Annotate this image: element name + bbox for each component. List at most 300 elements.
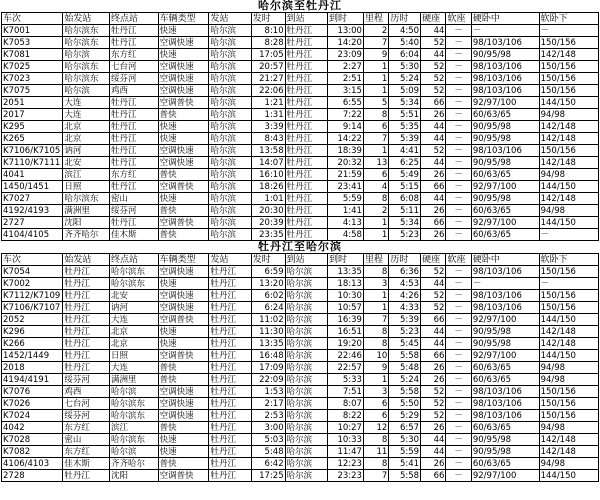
column-header-soft-seat: 软座 xyxy=(446,13,471,25)
table-row xyxy=(2,157,599,169)
cell-duration: 5:58 xyxy=(389,470,421,482)
cell-hard-sleeper-mid: － xyxy=(471,278,539,290)
table-row xyxy=(2,49,599,61)
column-header-soft-sleeper-lower: 软卧下 xyxy=(539,254,598,266)
cell-arrive-time: 5:33 xyxy=(327,374,363,386)
cell-origin: 密山 xyxy=(63,434,110,446)
section-title: 哈尔滨至牡丹江 xyxy=(258,0,342,12)
cell-hard-sleeper-mid: 60/63/65 xyxy=(471,109,539,121)
cell-depart-time: 16:48 xyxy=(251,350,285,362)
column-header-hard-seat: 硬座 xyxy=(421,254,446,266)
cell-hard-sleeper-mid: 92/97/100 xyxy=(471,217,539,229)
cell-soft-seat: － xyxy=(446,314,471,326)
table-row xyxy=(2,37,599,49)
cell-depart-time: 20:57 xyxy=(251,61,285,73)
cell-train-type: 快速 xyxy=(158,133,209,145)
cell-origin: 牡丹江 xyxy=(63,314,110,326)
table-row xyxy=(2,386,599,398)
cell-stops: 1 xyxy=(363,145,388,157)
cell-soft-seat: － xyxy=(446,398,471,410)
table-row xyxy=(2,25,599,37)
cell-hard-sleeper-mid: 92/97/100 xyxy=(471,314,539,326)
cell-train-type: 普快 xyxy=(158,229,209,241)
cell-soft-seat: － xyxy=(446,205,471,217)
cell-origin: 哈尔滨 xyxy=(63,85,110,97)
cell-stops: 3 xyxy=(363,386,388,398)
column-header-train-no: 车次 xyxy=(2,254,63,266)
column-header-soft-seat: 软座 xyxy=(446,254,471,266)
cell-arrive-station: 牡丹江 xyxy=(285,97,327,109)
cell-stops: 2 xyxy=(363,25,388,37)
cell-train-type: 空调快速 xyxy=(158,302,209,314)
cell-arrive-time: 6:55 xyxy=(327,97,363,109)
column-header-train-type: 车辆类型 xyxy=(158,13,209,25)
table-row xyxy=(2,266,599,278)
cell-origin: 大连 xyxy=(63,109,110,121)
cell-depart-time: 20:39 xyxy=(251,217,285,229)
cell-depart-station: 牡丹江 xyxy=(209,470,251,482)
cell-origin: 讷河 xyxy=(63,145,110,157)
cell-duration: 5:30 xyxy=(389,61,421,73)
cell-terminus: 满洲里 xyxy=(109,374,158,386)
cell-depart-time: 3:39 xyxy=(251,121,285,133)
cell-train-type: 空调普快 xyxy=(158,314,209,326)
cell-origin: 满洲里 xyxy=(63,205,110,217)
cell-depart-station: 牡丹江 xyxy=(209,314,251,326)
table-row xyxy=(2,362,599,374)
cell-depart-station: 哈尔滨 xyxy=(209,193,251,205)
cell-depart-time: 22:09 xyxy=(251,374,285,386)
column-header-terminus: 终点站 xyxy=(109,254,158,266)
cell-train-type: 普快 xyxy=(158,362,209,374)
cell-duration: 5:24 xyxy=(389,73,421,85)
cell-train-type: 普快 xyxy=(158,374,209,386)
cell-soft-sleeper-lower: 150/156 xyxy=(539,266,598,278)
cell-arrive-station: 哈尔滨 xyxy=(285,422,327,434)
cell-train-type: 快速 xyxy=(158,278,209,290)
cell-hard-seat: 52 xyxy=(421,302,446,314)
cell-soft-seat: － xyxy=(446,338,471,350)
table-row xyxy=(2,205,599,217)
cell-duration: 5:45 xyxy=(389,338,421,350)
cell-train-type: 空调快速 xyxy=(158,157,209,169)
cell-soft-seat: － xyxy=(446,157,471,169)
cell-arrive-time: 10:27 xyxy=(327,422,363,434)
cell-terminus: 牡丹江 xyxy=(109,217,158,229)
cell-arrive-station: 牡丹江 xyxy=(285,217,327,229)
cell-hard-seat: 52 xyxy=(421,37,446,49)
cell-hard-sleeper-mid: 90/95/98 xyxy=(471,326,539,338)
cell-terminus: 哈尔滨东 xyxy=(109,410,158,422)
cell-arrive-time: 10:30 xyxy=(327,290,363,302)
table-row xyxy=(2,338,599,350)
cell-arrive-time: 14:22 xyxy=(327,133,363,145)
table-row xyxy=(2,446,599,458)
cell-arrive-time: 23:23 xyxy=(327,470,363,482)
cell-hard-sleeper-mid: 90/95/98 xyxy=(471,133,539,145)
cell-hard-seat: 66 xyxy=(421,470,446,482)
column-header-arrive-station: 到站 xyxy=(285,13,327,25)
cell-terminus: 牡丹江 xyxy=(109,121,158,133)
cell-hard-sleeper-mid: 98/103/106 xyxy=(471,73,539,85)
cell-soft-seat: － xyxy=(446,446,471,458)
cell-stops: 7 xyxy=(363,133,388,145)
cell-depart-station: 哈尔滨 xyxy=(209,157,251,169)
cell-arrive-station: 牡丹江 xyxy=(285,61,327,73)
cell-origin: 七台河 xyxy=(63,398,110,410)
cell-train-no: 2051 xyxy=(2,97,63,109)
cell-soft-seat: － xyxy=(446,350,471,362)
cell-origin: 东方红 xyxy=(63,422,110,434)
cell-depart-station: 哈尔滨 xyxy=(209,85,251,97)
table-row xyxy=(2,290,599,302)
cell-origin: 齐齐哈尔 xyxy=(63,229,110,241)
cell-soft-seat: － xyxy=(446,145,471,157)
cell-hard-sleeper-mid: 90/95/98 xyxy=(471,446,539,458)
cell-soft-sleeper-lower: 94/98 xyxy=(539,362,598,374)
cell-duration: 5:11 xyxy=(389,205,421,217)
cell-train-no: K7106/K7105 xyxy=(2,145,63,157)
cell-stops: 1 xyxy=(363,85,388,97)
column-header-depart-station: 发站 xyxy=(209,254,251,266)
cell-train-no: K7081 xyxy=(2,49,63,61)
cell-arrive-time: 8:07 xyxy=(327,398,363,410)
cell-origin: 牡丹江 xyxy=(63,278,110,290)
column-header-soft-sleeper-lower: 软卧下 xyxy=(539,13,598,25)
cell-arrive-time: 10:33 xyxy=(327,434,363,446)
cell-train-no: K7001 xyxy=(2,25,63,37)
table-row xyxy=(2,121,599,133)
cell-stops: 8 xyxy=(363,338,388,350)
cell-duration: 5:39 xyxy=(389,314,421,326)
cell-depart-time: 13:58 xyxy=(251,145,285,157)
timetable-table xyxy=(1,253,599,482)
cell-train-type: 空调快速 xyxy=(158,37,209,49)
cell-hard-sleeper-mid: 98/103/106 xyxy=(471,398,539,410)
cell-duration: 5:50 xyxy=(389,398,421,410)
cell-origin: 沈阳 xyxy=(63,217,110,229)
cell-train-no: 4192/4193 xyxy=(2,205,63,217)
cell-soft-sleeper-lower: 150/156 xyxy=(539,302,598,314)
cell-terminus: 东方红 xyxy=(109,49,158,61)
cell-stops: 1 xyxy=(363,217,388,229)
cell-hard-seat: 52 xyxy=(421,73,446,85)
cell-terminus: 牡丹江 xyxy=(109,133,158,145)
cell-hard-seat: 66 xyxy=(421,217,446,229)
cell-soft-seat: － xyxy=(446,470,471,482)
cell-arrive-time: 16:39 xyxy=(327,314,363,326)
table-row xyxy=(2,422,599,434)
column-header-train-no: 车次 xyxy=(2,13,63,25)
cell-duration: 5:39 xyxy=(389,133,421,145)
cell-stops: 8 xyxy=(363,266,388,278)
cell-duration: 4:33 xyxy=(389,302,421,314)
cell-soft-sleeper-lower: 94/98 xyxy=(539,109,598,121)
cell-hard-sleeper-mid: 98/103/106 xyxy=(471,302,539,314)
cell-arrive-station: 牡丹江 xyxy=(285,205,327,217)
cell-stops: 1 xyxy=(363,302,388,314)
cell-train-type: 快速 xyxy=(158,326,209,338)
cell-hard-seat: 44 xyxy=(421,133,446,145)
cell-arrive-station: 牡丹江 xyxy=(285,193,327,205)
cell-origin: 牡丹江 xyxy=(63,266,110,278)
cell-terminus: 北安 xyxy=(109,290,158,302)
cell-train-no: 2727 xyxy=(2,217,63,229)
cell-hard-sleeper-mid: 60/63/65 xyxy=(471,422,539,434)
cell-soft-sleeper-lower: 142/148 xyxy=(539,434,598,446)
cell-terminus: 哈尔滨东 xyxy=(109,278,158,290)
cell-arrive-time: 20:32 xyxy=(327,157,363,169)
cell-terminus: 鸡西 xyxy=(109,85,158,97)
column-header-arrive-time: 到时 xyxy=(327,254,363,266)
cell-arrive-time: 7:51 xyxy=(327,386,363,398)
cell-train-type: 普快 xyxy=(158,458,209,470)
cell-soft-sleeper-lower: 142/148 xyxy=(539,193,598,205)
cell-arrive-station: 牡丹江 xyxy=(285,181,327,193)
cell-train-type: 快速 xyxy=(158,338,209,350)
cell-hard-seat: 44 xyxy=(421,446,446,458)
cell-stops: 7 xyxy=(363,314,388,326)
cell-origin: 滨江 xyxy=(63,169,110,181)
table-row xyxy=(2,169,599,181)
cell-soft-sleeper-lower: 142/148 xyxy=(539,157,598,169)
cell-hard-seat: 52 xyxy=(421,266,446,278)
cell-train-type: 空调快速 xyxy=(158,386,209,398)
cell-duration: 5:09 xyxy=(389,85,421,97)
cell-depart-station: 牡丹江 xyxy=(209,398,251,410)
cell-arrive-time: 2:51 xyxy=(327,73,363,85)
cell-arrive-time: 7:22 xyxy=(327,109,363,121)
cell-stops: 8 xyxy=(363,193,388,205)
cell-soft-seat: － xyxy=(446,37,471,49)
cell-depart-time: 13:35 xyxy=(251,338,285,350)
cell-hard-seat: 44 xyxy=(421,49,446,61)
cell-train-no: K7075 xyxy=(2,85,63,97)
cell-depart-time: 13:20 xyxy=(251,278,285,290)
cell-origin: 北京 xyxy=(63,121,110,133)
column-header-terminus: 终点站 xyxy=(109,13,158,25)
cell-stops: 12 xyxy=(363,422,388,434)
cell-train-no: K7110/K7111 xyxy=(2,157,63,169)
cell-stops: 5 xyxy=(363,97,388,109)
cell-hard-sleeper-mid: 98/103/106 xyxy=(471,37,539,49)
cell-soft-seat: － xyxy=(446,422,471,434)
cell-depart-station: 牡丹江 xyxy=(209,374,251,386)
cell-soft-seat: － xyxy=(446,326,471,338)
cell-hard-sleeper-mid: 98/103/106 xyxy=(471,145,539,157)
column-header-train-type: 车辆类型 xyxy=(158,254,209,266)
column-header-duration: 历时 xyxy=(389,13,421,25)
cell-terminus: 齐齐哈尔 xyxy=(109,458,158,470)
table-row xyxy=(2,145,599,157)
cell-depart-time: 3:00 xyxy=(251,422,285,434)
cell-stops: 8 xyxy=(363,326,388,338)
cell-depart-station: 牡丹江 xyxy=(209,422,251,434)
cell-soft-seat: － xyxy=(446,458,471,470)
cell-arrive-time: 22:57 xyxy=(327,362,363,374)
cell-duration: 5:48 xyxy=(389,362,421,374)
cell-origin: 哈尔滨东 xyxy=(63,193,110,205)
column-header-hard-sleeper-mid: 硬卧中 xyxy=(471,13,539,25)
cell-hard-seat: 26 xyxy=(421,422,446,434)
cell-depart-time: 2:53 xyxy=(251,410,285,422)
cell-depart-time: 17:09 xyxy=(251,362,285,374)
column-header-arrive-time: 到时 xyxy=(327,13,363,25)
cell-soft-sleeper-lower: 94/98 xyxy=(539,374,598,386)
section-title: 牡丹江至哈尔滨 xyxy=(258,240,342,253)
cell-arrive-station: 哈尔滨 xyxy=(285,314,327,326)
cell-train-no: 2728 xyxy=(2,470,63,482)
cell-train-type: 空调快速 xyxy=(158,290,209,302)
cell-train-no: 2052 xyxy=(2,314,63,326)
cell-train-type: 空调普快 xyxy=(158,470,209,482)
cell-soft-sleeper-lower: 94/98 xyxy=(539,422,598,434)
cell-hard-sleeper-mid: 98/103/106 xyxy=(471,410,539,422)
cell-arrive-station: 哈尔滨 xyxy=(285,458,327,470)
cell-stops: 11 xyxy=(363,446,388,458)
table-row xyxy=(2,374,599,386)
cell-train-no: 4194/4191 xyxy=(2,374,63,386)
cell-arrive-station: 哈尔滨 xyxy=(285,362,327,374)
cell-stops: 3 xyxy=(363,278,388,290)
cell-hard-sleeper-mid: 60/63/65 xyxy=(471,458,539,470)
cell-depart-time: 23:35 xyxy=(251,229,285,241)
cell-soft-sleeper-lower: 150/156 xyxy=(539,73,598,85)
cell-soft-sleeper-lower: 144/150 xyxy=(539,470,598,482)
cell-stops: 6 xyxy=(363,169,388,181)
cell-arrive-station: 牡丹江 xyxy=(285,73,327,85)
cell-depart-time: 21:27 xyxy=(251,73,285,85)
cell-train-no: K7082 xyxy=(2,446,63,458)
cell-train-no: 2018 xyxy=(2,362,63,374)
cell-arrive-station: 牡丹江 xyxy=(285,133,327,145)
cell-train-type: 快速 xyxy=(158,446,209,458)
cell-origin: 哈尔滨东 xyxy=(63,61,110,73)
cell-duration: 5:34 xyxy=(389,217,421,229)
cell-train-type: 空调普快 xyxy=(158,217,209,229)
cell-depart-time: 11:30 xyxy=(251,326,285,338)
cell-depart-time: 8:43 xyxy=(251,133,285,145)
table-row xyxy=(2,193,599,205)
cell-duration: 5:59 xyxy=(389,446,421,458)
cell-arrive-station: 哈尔滨 xyxy=(285,266,327,278)
cell-terminus: 绥芬河 xyxy=(109,73,158,85)
cell-terminus: 牡丹江 xyxy=(109,181,158,193)
cell-stops: 2 xyxy=(363,205,388,217)
cell-depart-station: 哈尔滨 xyxy=(209,109,251,121)
cell-depart-station: 哈尔滨 xyxy=(209,121,251,133)
cell-hard-seat: 44 xyxy=(421,278,446,290)
cell-duration: 5:49 xyxy=(389,169,421,181)
cell-soft-sleeper-lower: － xyxy=(539,229,598,241)
cell-depart-station: 哈尔滨 xyxy=(209,73,251,85)
cell-terminus: 牡丹江 xyxy=(109,25,158,37)
cell-arrive-time: 18:13 xyxy=(327,278,363,290)
cell-arrive-station: 哈尔滨 xyxy=(285,350,327,362)
cell-duration: 5:51 xyxy=(389,109,421,121)
table-row xyxy=(2,326,599,338)
cell-depart-station: 牡丹江 xyxy=(209,278,251,290)
cell-train-no: K266 xyxy=(2,338,63,350)
table-row xyxy=(2,398,599,410)
cell-duration: 5:34 xyxy=(389,97,421,109)
table-row xyxy=(2,458,599,470)
cell-origin: 哈尔滨东 xyxy=(63,73,110,85)
cell-soft-sleeper-lower: 150/156 xyxy=(539,145,598,157)
cell-train-no: K7026 xyxy=(2,398,63,410)
cell-arrive-time: 4:58 xyxy=(327,229,363,241)
cell-duration: 5:35 xyxy=(389,121,421,133)
timetable-table xyxy=(1,12,599,241)
cell-stops: 8 xyxy=(363,109,388,121)
cell-stops: 1 xyxy=(363,61,388,73)
cell-hard-seat: 52 xyxy=(421,145,446,157)
cell-terminus: 大连 xyxy=(109,314,158,326)
cell-depart-time: 17:05 xyxy=(251,49,285,61)
cell-depart-time: 20:30 xyxy=(251,205,285,217)
cell-soft-seat: － xyxy=(446,121,471,133)
cell-terminus: 日照 xyxy=(109,350,158,362)
cell-train-no: 4042 xyxy=(2,422,63,434)
cell-soft-seat: － xyxy=(446,434,471,446)
cell-arrive-station: 哈尔滨 xyxy=(285,386,327,398)
cell-soft-sleeper-lower: － xyxy=(539,278,598,290)
cell-depart-station: 牡丹江 xyxy=(209,290,251,302)
table-row xyxy=(2,470,599,482)
cell-depart-station: 牡丹江 xyxy=(209,326,251,338)
cell-soft-sleeper-lower: 142/148 xyxy=(539,338,598,350)
cell-depart-time: 1:53 xyxy=(251,386,285,398)
cell-depart-station: 牡丹江 xyxy=(209,386,251,398)
cell-soft-sleeper-lower: 150/156 xyxy=(539,398,598,410)
cell-soft-sleeper-lower: 150/156 xyxy=(539,410,598,422)
column-header-origin: 始发站 xyxy=(63,13,110,25)
cell-duration: 6:08 xyxy=(389,193,421,205)
cell-duration: 5:58 xyxy=(389,386,421,398)
cell-depart-station: 哈尔滨 xyxy=(209,49,251,61)
cell-origin: 牡丹江 xyxy=(63,338,110,350)
cell-hard-seat: 66 xyxy=(421,314,446,326)
cell-soft-sleeper-lower: 144/150 xyxy=(539,97,598,109)
table-row xyxy=(2,217,599,229)
cell-stops: 7 xyxy=(363,37,388,49)
cell-hard-sleeper-mid: 90/95/98 xyxy=(471,193,539,205)
cell-hard-sleeper-mid: 60/63/65 xyxy=(471,229,539,241)
cell-soft-sleeper-lower: 142/148 xyxy=(539,49,598,61)
table-row xyxy=(2,73,599,85)
cell-hard-sleeper-mid: 92/97/100 xyxy=(471,97,539,109)
cell-duration: 5:15 xyxy=(389,181,421,193)
column-header-depart-station: 发站 xyxy=(209,13,251,25)
cell-stops: 6 xyxy=(363,410,388,422)
cell-train-type: 快速 xyxy=(158,25,209,37)
cell-duration: 6:57 xyxy=(389,422,421,434)
cell-arrive-time: 13:00 xyxy=(327,25,363,37)
cell-soft-seat: － xyxy=(446,302,471,314)
cell-terminus: 北京 xyxy=(109,338,158,350)
cell-soft-seat: － xyxy=(446,229,471,241)
cell-arrive-station: 牡丹江 xyxy=(285,109,327,121)
cell-depart-station: 哈尔滨 xyxy=(209,25,251,37)
cell-arrive-time: 23:41 xyxy=(327,181,363,193)
cell-train-no: 1452/1449 xyxy=(2,350,63,362)
cell-terminus: 佳木斯 xyxy=(109,229,158,241)
cell-arrive-station: 牡丹江 xyxy=(285,25,327,37)
cell-soft-sleeper-lower: 142/148 xyxy=(539,326,598,338)
cell-train-no: K7002 xyxy=(2,278,63,290)
cell-train-no: 2017 xyxy=(2,109,63,121)
table-row xyxy=(2,278,599,290)
